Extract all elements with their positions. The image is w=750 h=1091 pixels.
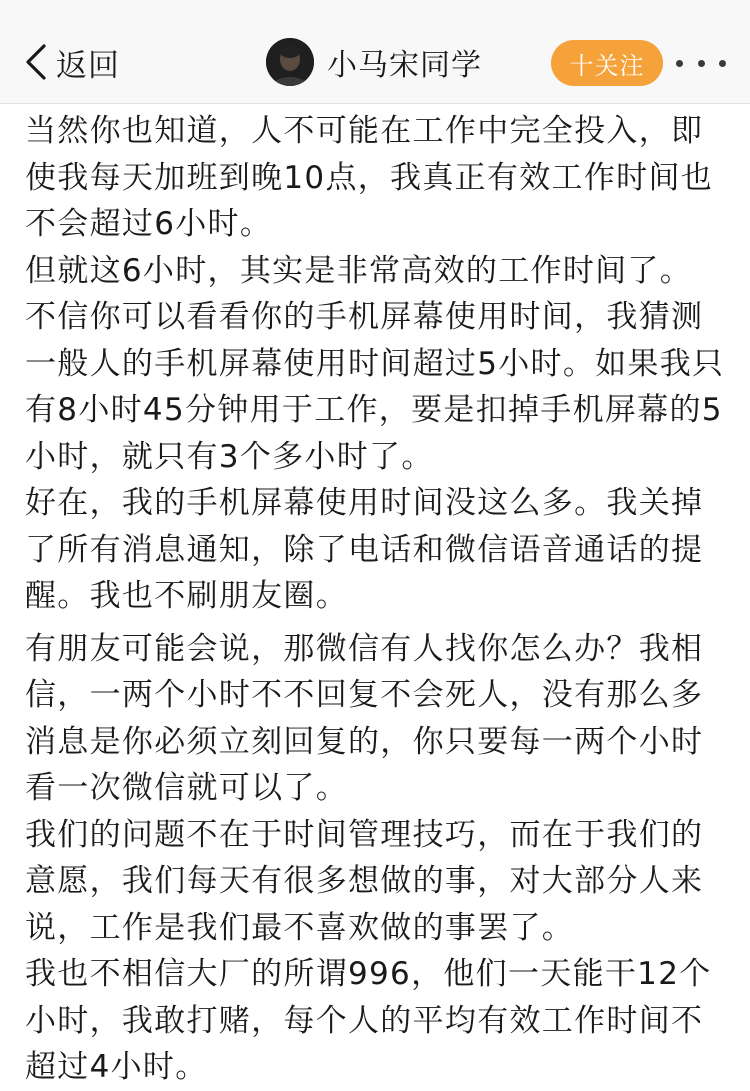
back-label: 返回 xyxy=(56,47,120,84)
dot xyxy=(698,60,705,67)
avatar[interactable] xyxy=(266,38,314,86)
follow-button[interactable]: 十关注 xyxy=(551,40,663,86)
post-paragraph: 我也不相信大厂的所谓996，他们一天能干12个小时，我敢打赌，每个人的平均有效工作时间不超过4小时。 xyxy=(25,956,712,1085)
dot xyxy=(719,60,726,67)
dot xyxy=(676,60,683,67)
post-paragraph: 有朋友可能会说，那微信有人找你怎么办？我相信，一两个小时不不回复不会死人，没有那么多消息是你必须立刻回复的，你只要每一两个小时看一次微信就可以了。 xyxy=(25,630,704,806)
back-button[interactable] xyxy=(22,40,120,84)
more-options-icon[interactable] xyxy=(676,50,726,76)
post-paragraph: 但就这6小时，其实是非常高效的工作时间了。 xyxy=(25,252,693,289)
post-body xyxy=(0,104,750,1091)
author-info[interactable] xyxy=(266,38,482,86)
username[interactable]: 小马宋同学 xyxy=(327,48,482,83)
post-paragraph: 当然你也知道，人不可能在工作中完全投入，即使我每天加班到晚10点，我真正有效工作时间也不会超过6小时。 xyxy=(25,113,714,242)
post-paragraph: 我们的问题不在于时间管理技巧，而在于我们的意愿，我们每天有很多想做的事，对大部分人来说，工作是我们最不喜欢做的事罢了。 xyxy=(25,816,704,946)
post-paragraph: 好在，我的手机屏幕使用时间没这么多。我关掉了所有消息通知，除了电话和微信语音通话的提醒。我也不刷朋友圈。 xyxy=(25,485,704,614)
post-paragraph: 不信你可以看看你的手机屏幕使用时间，我猜测一般人的手机屏幕使用时间超过5小时。如果我只有8小时45分钟用于工作，要是扣掉手机屏幕的5小时，就只有3个多小时了。 xyxy=(25,299,725,475)
chevron-left-icon xyxy=(22,42,54,82)
top-nav-bar xyxy=(0,0,750,104)
